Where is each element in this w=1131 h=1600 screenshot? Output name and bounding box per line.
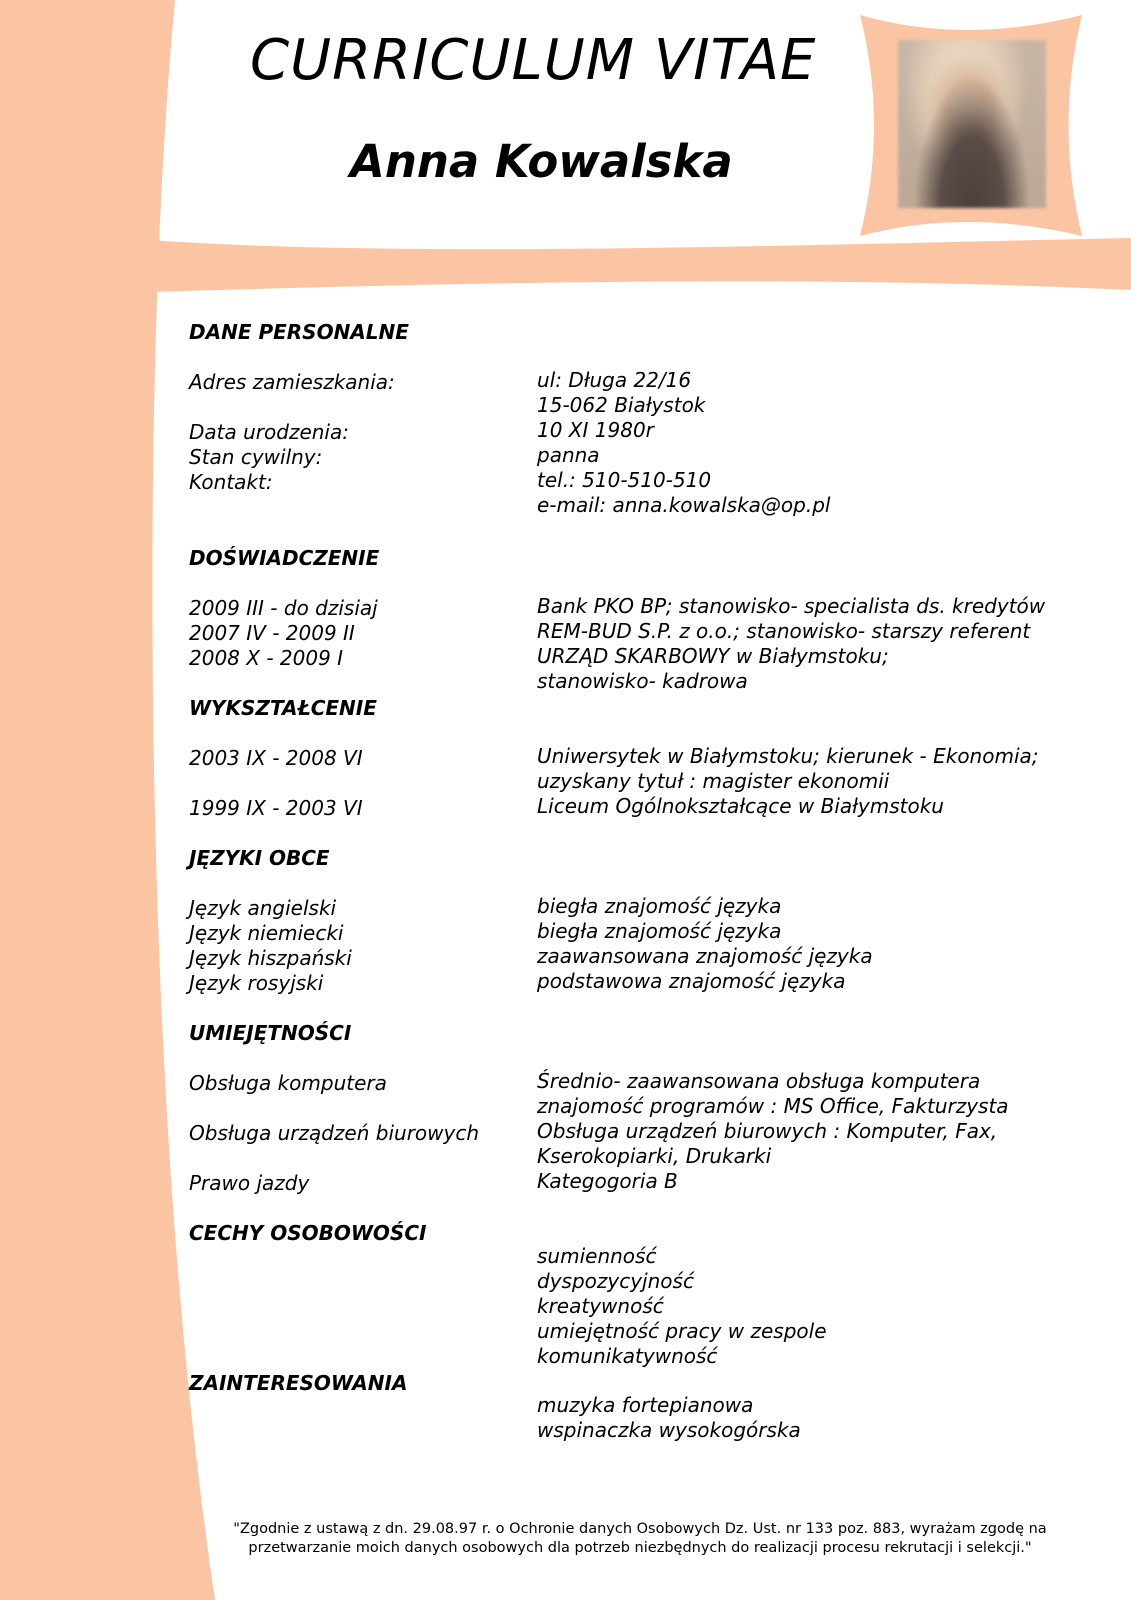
skill-computer-line1: Średnio- zaawansowana obsługa komputera [537, 1069, 981, 1093]
skill-office-line1: Obsługa urządzeń biurowych : Komputer, Fax, [537, 1119, 998, 1143]
page-title: CURRICULUM VITAE [250, 28, 817, 93]
status-label: Stan cywilny: [189, 445, 323, 469]
section-heading-traits: CECHY OSOBOWOŚCI [189, 1221, 427, 1245]
trait-item: kreatywność [537, 1294, 664, 1318]
status-value: panna [537, 443, 600, 467]
language-level: biegła znajomość języka [537, 919, 782, 943]
experience-desc-continued: stanowisko- kadrowa [537, 669, 748, 693]
language-level: podstawowa znajomość języka [537, 969, 846, 993]
contact-label: Kontakt: [189, 470, 273, 494]
consent-line2: przetwarzanie moich danych osobowych dla potrzeb niezbędnych do realizacji procesu rekrutacji i selekcji." [248, 1540, 1032, 1556]
skill-license-label: Prawo jazdy [189, 1171, 310, 1195]
consent-line1: "Zgodnie z ustawą z dn. 29.08.97 r. o Ochronie danych Osobowych Dz. Ust. nr 133 poz. 883, wyrażam zgodę na [233, 1521, 1047, 1537]
section-heading-skills: UMIEJĘTNOŚCI [189, 1021, 352, 1045]
language-name: Język angielski [189, 896, 337, 920]
phone-value: tel.: 510-510-510 [537, 468, 712, 492]
trait-item: umiejętność pracy w zespole [537, 1319, 827, 1343]
address-line1: ul: Długa 22/16 [537, 368, 692, 392]
profile-photo [898, 40, 1046, 208]
skill-computer-line2: znajomość programów : MS Office, Fakturzysta [537, 1094, 1009, 1118]
gdpr-consent-clause [200, 1520, 1080, 1558]
education-desc-continued: uzyskany tytuł : magister ekonomii [537, 769, 890, 793]
education-desc: Liceum Ogólnokształcące w Białymstoku [537, 794, 944, 818]
birth-label: Data urodzenia: [189, 420, 349, 444]
education-desc: Uniwersytek w Białymstoku; kierunek - Ekonomia; [537, 744, 1039, 768]
experience-desc: REM-BUD S.P. z o.o.; stanowisko- starszy referent [537, 619, 1031, 643]
section-heading-languages: JĘZYKI OBCE [189, 846, 330, 870]
experience-desc: URZĄD SKARBOWY w Białymstoku; [537, 644, 889, 668]
trait-item: sumienność [537, 1244, 657, 1268]
education-period: 2003 IX - 2008 VI [189, 746, 363, 770]
address-line2: 15-062 Białystok [537, 393, 706, 417]
trait-item: dyspozycyjność [537, 1269, 694, 1293]
experience-period: 2009 III - do dzisiaj [189, 596, 378, 620]
birth-value: 10 XI 1980r [537, 418, 654, 442]
skill-computer-label: Obsługa komputera [189, 1071, 387, 1095]
language-name: Język hiszpański [189, 946, 352, 970]
left-curved-band [0, 0, 215, 1600]
education-period: 1999 IX - 2003 VI [189, 796, 363, 820]
section-heading-personal: DANE PERSONALNE [189, 320, 409, 344]
email-value: e-mail: anna.kowalska@op.pl [537, 493, 831, 517]
candidate-name: Anna Kowalska [350, 135, 733, 188]
section-heading-interests: ZAINTERESOWANIA [189, 1371, 408, 1395]
language-name: Język rosyjski [189, 971, 324, 995]
language-name: Język niemiecki [189, 921, 344, 945]
interest-item: muzyka fortepianowa [537, 1393, 754, 1417]
address-label: Adres zamieszkania: [189, 370, 395, 394]
skill-license-value: Kategogoria B [537, 1169, 678, 1193]
section-heading-experience: DOŚWIADCZENIE [189, 546, 380, 570]
experience-period: 2008 X - 2009 I [189, 646, 344, 670]
top-curved-band [150, 238, 1131, 292]
language-level: zaawansowana znajomość języka [537, 944, 873, 968]
trait-item: komunikatywność [537, 1344, 718, 1368]
experience-desc: Bank PKO BP; stanowisko- specialista ds. kredytów [537, 594, 1046, 618]
skill-office-label: Obsługa urządzeń biurowych [189, 1121, 480, 1145]
experience-period: 2007 IV - 2009 II [189, 621, 355, 645]
language-level: biegła znajomość języka [537, 894, 782, 918]
interest-item: wspinaczka wysokogórska [537, 1418, 801, 1442]
section-heading-education: WYKSZTAŁCENIE [189, 696, 377, 720]
skill-office-line2: Kserokopiarki, Drukarki [537, 1144, 772, 1168]
